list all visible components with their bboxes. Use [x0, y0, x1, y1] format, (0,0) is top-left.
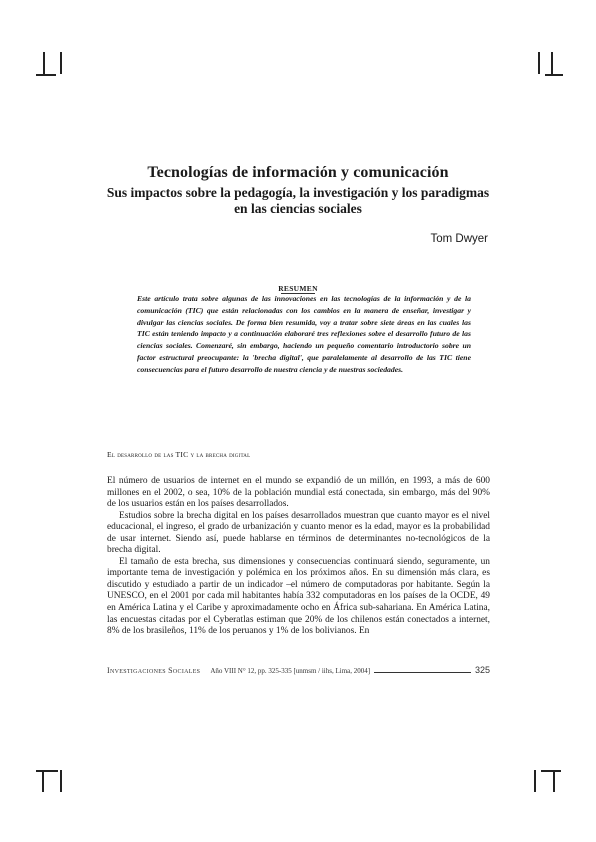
article-title: Tecnologías de información y comunicación: [147, 164, 449, 181]
abstract-heading: RESUMEN: [0, 284, 596, 294]
footer-journal-name: Investigaciones Sociales: [107, 666, 201, 675]
crop-mark-top-right: [538, 52, 540, 74]
crop-mark-bottom-right: [553, 770, 555, 792]
body-text: [107, 476, 490, 638]
abstract-text: Este artículo trata sobre algunas de las innovaciones en las tecnologías de la información y de la comunicación (TIC) que están relacionadas con los cambios en la manera de enseñar, investigar y divulgar las ciencias sociales. De forma bien resumida, voy a tratar sobre siete áreas en las cuales las TIC están teniendo impacto y a continuación elaboraré tres reflexiones sobre el desarrollo futuro de las ciencias sociales. Comenzaré, sin embargo, haciendo un pequeño comentario introductorio sobre un factor estructural preocupante: la 'brecha digital', que paralelamente al desarrollo de las TIC tiene consecuencias para el futuro desarrollo de nuestra ciencia y de nuestras sociedades.: [137, 294, 471, 374]
footer-citation: Año VIII N° 12, pp. 325-335 [unmsm / iihs, Lima, 2004]: [210, 667, 371, 675]
crop-mark-top-right: [551, 52, 553, 74]
section-heading-text: El desarrollo de las TIC y la brecha digital: [107, 450, 251, 459]
article-subtitle: Sus impactos sobre la pedagogía, la investigación y los paradigmas en las ciencias sociales: [106, 185, 490, 216]
body-paragraph: El número de usuarios de internet en el mundo se expandió de un millón, en 1993, a más de 600 millones en el 2002, o sea, 10% de la población mundial está conectada, sin embargo, más del 90% de los usuarios están en los países desarrollados.: [107, 476, 490, 510]
crop-mark-bottom-right: [534, 770, 536, 792]
crop-mark-bottom-left: [60, 770, 62, 792]
crop-mark-top-left: [60, 52, 62, 74]
crop-mark-top-left: [43, 52, 45, 74]
footer-rule: [374, 672, 471, 673]
body-paragraph: El tamaño de esta brecha, sus dimensiones y consecuencias continuará siendo, seguramente, un importante tema de investigación y polémica en los próximos años. En su dimensión más clara, es discutido y estudiado a partir de un indicador –el número de computadoras por habitante. Según la UNESCO, en el 2001 por cada mil habitantes había 332 computadoras en los países de la OCDE, 49 en América Latina y el Caribe y aproximadamente ocho en África sub-sahariana. En América Latina, las encuestas citadas por el Cyberatlas estiman que 20% de los chilenos están conectados a internet, 8% de los brasileños, 11% de los peruanos y 1% de los bolivianos. En: [107, 556, 490, 637]
crop-mark-top-left: [36, 74, 56, 76]
page-number: 325: [474, 665, 490, 675]
section-heading: [107, 450, 250, 459]
crop-mark-top-right: [545, 74, 563, 76]
crop-mark-bottom-left: [42, 770, 44, 792]
crop-mark-bottom-right: [541, 770, 561, 772]
crop-mark-bottom-left: [36, 770, 58, 772]
page-footer: [107, 665, 490, 675]
body-paragraph: Estudios sobre la brecha digital en los países desarrollados muestran que cuanto mayor es el nivel educacional, el ingreso, el grado de urbanización y cuanto menor es la edad, mayor es la probabilidad de usar internet. Siendo así, puede hablarse en términos de determinantes no-tecnológicos de la brecha digital.: [107, 510, 490, 556]
author-name: Tom Dwyer: [430, 233, 488, 245]
